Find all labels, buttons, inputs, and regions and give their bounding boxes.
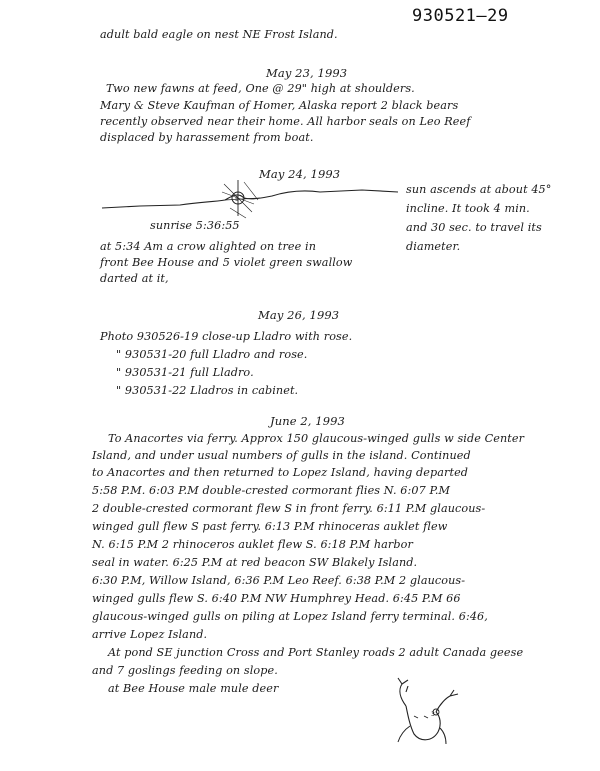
page-number: 930521—29 <box>412 6 509 26</box>
entry-line: seal in water. 6:25 P.M at red beacon SW Blakely Island. <box>92 556 418 569</box>
entry-line: Island, and under usual numbers of gulls in the island. Continued <box>92 449 471 462</box>
svg-text:3: 3 <box>431 711 435 718</box>
photo-line: Photo 930526-19 close-up Lladro with rose. <box>100 330 353 343</box>
entry-line: front Bee House and 5 violet green swallow <box>100 256 353 269</box>
photo-line: " 930531-20 full Lladro and rose. <box>116 348 308 361</box>
entry-line: 2 double-crested cormorant flew S in front ferry. 6:11 P.M glaucous- <box>92 502 486 515</box>
side-note-line: diameter. <box>406 240 461 253</box>
entry-line: darted at it, <box>100 272 169 285</box>
entry-line: At pond SE junction Cross and Port Stanley roads 2 adult Canada geese <box>108 646 524 659</box>
entry-line: glaucous-winged gulls on piling at Lopez Island ferry terminal. 6:46, <box>92 610 488 623</box>
side-note-line: sun ascends at about 45° <box>406 183 552 196</box>
entry-line: To Anacortes via ferry. Approx 150 glaucous-winged gulls w side Center <box>108 432 525 445</box>
entry-line: displaced by harassement from boat. <box>100 131 314 144</box>
side-note-line: incline. It took 4 min. <box>406 202 530 215</box>
entry-line: at Bee House male mule deer <box>108 682 279 695</box>
entry-line: Mary & Steve Kaufman of Homer, Alaska report 2 black bears <box>100 99 459 112</box>
entry-line: N. 6:15 P.M 2 rhinoceros auklet flew S. 6:18 P.M harbor <box>92 538 413 551</box>
date-heading: May 26, 1993 <box>258 308 340 322</box>
entry-line: at 5:34 Am a crow alighted on tree in <box>100 240 316 253</box>
date-heading: May 23, 1993 <box>266 66 348 80</box>
entry-line: Two new fawns at feed, One @ 29" high at shoulders. <box>106 82 415 95</box>
side-note-line: and 30 sec. to travel its <box>406 221 542 234</box>
entry-line: recently observed near their home. All harbor seals on Leo Reef <box>100 115 471 128</box>
entry-line: 6:30 P.M, Willow Island, 6:36 P.M Leo Reef. 6:38 P.M 2 glaucous- <box>92 574 466 587</box>
photo-line: " 930531-22 Lladros in cabinet. <box>116 384 299 397</box>
entry-line: to Anacortes and then returned to Lopez Island, having departed <box>92 466 469 479</box>
sunrise-label: sunrise 5:36:55 <box>150 219 240 232</box>
entry-line: 5:58 P.M. 6:03 P.M double-crested cormorant flies N. 6:07 P.M <box>92 484 451 497</box>
date-heading: June 2, 1993 <box>270 414 345 428</box>
date-heading: May 24, 1993 <box>259 167 341 181</box>
entry-line: and 7 goslings feeding on slope. <box>92 664 278 677</box>
entry-line: winged gull flew S past ferry. 6:13 P.M rhinoceras auklet flew <box>92 520 448 533</box>
photo-line: " 930531-21 full Lladro. <box>116 366 254 379</box>
sunrise-sketch-icon <box>100 178 400 220</box>
entry-line: adult bald eagle on nest NE Frost Island. <box>100 28 338 41</box>
deer-doodle-icon <box>384 676 464 756</box>
entry-line: winged gulls flew S. 6:40 P.M NW Humphrey Head. 6:45 P.M 66 <box>92 592 461 605</box>
svg-text:5: 5 <box>235 196 239 203</box>
entry-line: arrive Lopez Island. <box>92 628 208 641</box>
